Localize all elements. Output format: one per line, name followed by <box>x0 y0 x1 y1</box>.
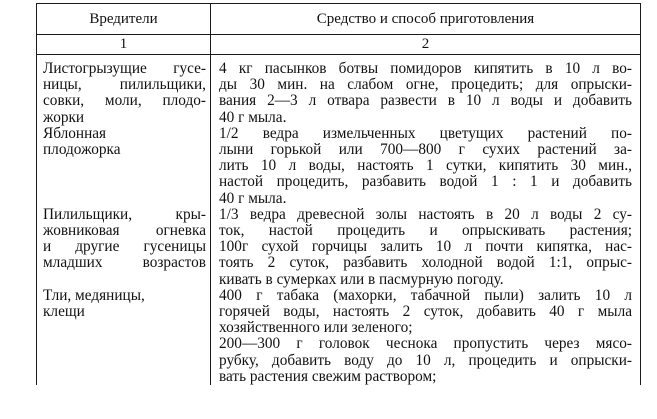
pest-line: жовниковая огневка <box>43 222 206 240</box>
remedy-line: 100г сухой горчицы залить 10 л почти кипятка, нас- <box>219 238 632 256</box>
remedy-line: 1/2 ведра измельченных цветущих растений по- <box>219 124 632 142</box>
column-number-1: 1 <box>37 35 211 55</box>
pest-line: Тли, медяницы, <box>43 286 145 304</box>
pests-column <box>37 55 211 386</box>
pest-line: Листогрызущие гусе- <box>43 60 206 77</box>
pest-entry <box>43 207 206 272</box>
remedy-entry <box>219 288 632 385</box>
pest-remedy-table <box>36 3 641 385</box>
remedy-line: вания 2—3 л отвара развести в 10 л воды и добавить <box>219 92 632 110</box>
remedy-line: 40 г мыла. <box>219 189 287 207</box>
remedy-entry <box>219 207 632 288</box>
pest-remedy-table-container <box>36 3 640 385</box>
pest-line: плодожорка <box>43 141 121 159</box>
remedy-entry <box>219 126 632 207</box>
remedy-line: 200—300 г головок чеснока пропустить через мясо- <box>219 335 632 353</box>
remedy-line: ды 30 мин. на слабом огне, процедить; для опрыски- <box>219 76 632 94</box>
remedy-line: 40 г мыла. <box>219 108 287 126</box>
pest-entry <box>43 126 206 158</box>
remedies-column <box>211 55 641 386</box>
header-pests: Вредители <box>37 4 211 35</box>
pest-line: ницы, пилильщики, <box>43 76 206 94</box>
remedy-line: хозяйственного или зеленого; <box>219 319 413 337</box>
pest-spacer <box>43 272 206 288</box>
remedy-line: горячей воды, настоять 2 суток, добавить 40 г мыла <box>219 303 632 321</box>
remedy-line: 4 кг пасынков ботвы помидоров кипятить в 10 л во- <box>219 60 632 77</box>
remedy-line: вать растения свежим раствором; <box>219 367 437 385</box>
remedy-line: 1/3 ведра древесной золы настоять в 20 л воды 2 су- <box>219 205 632 223</box>
header-row <box>37 4 641 35</box>
table-body-row <box>37 55 641 386</box>
remedy-line: 400 г табака (махорки, табачной пыли) залить 10 л <box>219 286 632 304</box>
remedy-entry <box>219 61 632 126</box>
remedy-line: настой процедить, разбавить водой 1 : 1 и добавить <box>219 173 632 191</box>
pest-entry <box>43 61 206 126</box>
pest-entry <box>43 288 206 320</box>
pest-line: жорки <box>43 108 85 126</box>
column-number-row <box>37 35 641 55</box>
pest-line: Яблонная <box>43 124 107 142</box>
remedy-line: тоять 2 суток, разбавить холодной водой 1:1, опрыс- <box>219 254 632 272</box>
pest-line: младших возрастов <box>43 254 206 272</box>
remedy-line: лить 10 л воды, настоять 1 сутки, кипятить 30 мин., <box>219 157 632 175</box>
remedy-line: рубку, добавить воду до 10 л, процедить и опрыски- <box>219 351 632 369</box>
pest-line: совки, моли, плодо- <box>43 92 206 110</box>
pest-spacer <box>43 158 206 207</box>
pest-line: и другие гусеницы <box>43 238 206 256</box>
pest-line: клещи <box>43 303 85 321</box>
header-remedy: Средство и способ приготовления <box>211 4 641 35</box>
remedy-line: кивать в сумерках или в пасмурную погоду. <box>219 270 504 288</box>
pest-line: Пилильщики, кры- <box>43 205 206 223</box>
column-number-2: 2 <box>211 35 641 55</box>
remedy-line: ток, настой процедить и опрыскивать растения; <box>219 222 632 240</box>
remedy-line: лыни горькой или 700—800 г сухих растений за- <box>219 141 632 159</box>
